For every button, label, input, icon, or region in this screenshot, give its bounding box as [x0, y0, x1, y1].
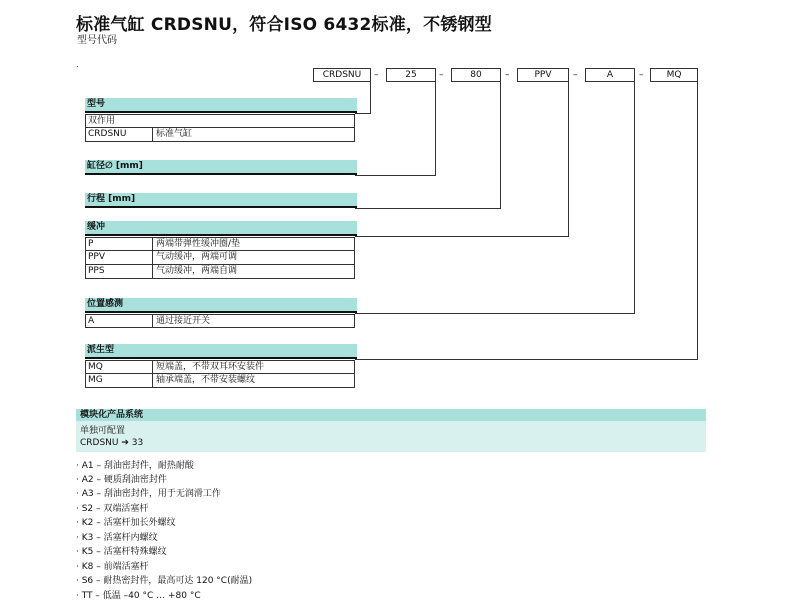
- code-box-variant: MQ: [650, 68, 698, 82]
- row-desc: 轴承端盖，不带安装螺纹: [152, 374, 354, 387]
- section-sub-label: 双作用: [88, 116, 116, 126]
- row-code: PPV: [88, 252, 106, 262]
- table-row: [85, 374, 355, 388]
- row-desc: 两端带弹性缓冲圈/垫: [152, 238, 354, 250]
- table-row: [85, 265, 355, 279]
- connector-line: [500, 82, 501, 208]
- page-subtitle: 型号代码: [77, 35, 117, 46]
- section-header-sensing: 位置感测: [85, 298, 357, 313]
- connector-line: [634, 82, 635, 313]
- row-desc: 气动缓冲，两端可调: [152, 251, 354, 264]
- row-code: CRDSNU: [88, 129, 127, 139]
- section-header-stroke: 行程 [mm]: [85, 193, 357, 208]
- option-item: · K3 – 活塞杆内螺纹: [76, 533, 158, 543]
- code-box-sensing: A: [585, 68, 635, 82]
- connector-line: [355, 208, 501, 209]
- option-item: · K5 – 活塞杆特殊螺纹: [76, 547, 167, 557]
- table-row: [85, 114, 355, 128]
- modular-subtitle: 单独可配置: [80, 426, 126, 436]
- code-separator: –: [639, 70, 644, 80]
- option-item: · A3 – 刮油密封件，用于无润滑工作: [76, 489, 221, 499]
- table-row: [85, 237, 355, 251]
- table-row: [85, 251, 355, 265]
- code-separator: –: [374, 70, 379, 80]
- connector-line: [435, 82, 436, 175]
- row-desc: 标准气缸: [152, 128, 354, 141]
- connector-line: [370, 82, 371, 113]
- option-item: · K2 – 活塞杆加长外螺纹: [76, 518, 176, 528]
- code-separator: –: [573, 70, 578, 80]
- section-header-variant: 派生型: [85, 344, 357, 359]
- table-row: [85, 128, 355, 142]
- option-item: · A2 – 硬质刮油密封件: [76, 475, 167, 485]
- section-header-bore: 缸径∅ [mm]: [85, 160, 357, 175]
- option-item: · S6 – 耐热密封件，最高可达 120 °C(耐温): [76, 576, 253, 586]
- connector-line: [355, 359, 698, 360]
- option-item: · A1 – 刮油密封件，耐热耐酸: [76, 461, 194, 471]
- row-desc: 短端盖，不带双耳环安装件: [152, 361, 354, 373]
- connector-line: [355, 236, 569, 237]
- modular-reference: CRDSNU ➔ 33: [80, 438, 144, 448]
- code-box-bore: 25: [386, 68, 436, 82]
- option-item: · K8 – 前端活塞杆: [76, 562, 149, 572]
- row-code: PPS: [88, 266, 105, 276]
- row-code: P: [88, 239, 94, 249]
- table-row: [85, 360, 355, 374]
- code-box-stroke: 80: [451, 68, 501, 82]
- option-item: · S2 – 双端活塞杆: [76, 504, 149, 514]
- section-header-cushion: 缓冲: [85, 221, 357, 236]
- connector-line: [355, 113, 371, 114]
- connector-line: [355, 175, 436, 176]
- connector-line: [568, 82, 569, 236]
- modular-header: 模块化产品系统: [76, 409, 706, 421]
- option-item: · TT – 低温 –40 °C … +80 °C: [76, 591, 201, 601]
- code-box-type: CRDSNU: [313, 68, 371, 82]
- modular-panel: [76, 421, 706, 452]
- code-separator: –: [439, 70, 444, 80]
- row-desc: 通过接近开关: [152, 315, 354, 327]
- code-box-cushion: PPV: [517, 68, 569, 82]
- row-code: MG: [88, 375, 103, 385]
- connector-line: [697, 82, 698, 359]
- dot-mark: .: [76, 60, 79, 69]
- row-code: MQ: [88, 362, 103, 372]
- connector-line: [355, 313, 635, 314]
- table-row: [85, 314, 355, 328]
- section-header-type: 型号: [85, 98, 357, 113]
- row-desc: 气动缓冲，两端自调: [152, 265, 354, 278]
- code-separator: –: [505, 70, 510, 80]
- page-title: 标准气缸 CRDSNU，符合ISO 6432标准，不锈钢型: [76, 15, 492, 35]
- row-code: A: [88, 316, 95, 326]
